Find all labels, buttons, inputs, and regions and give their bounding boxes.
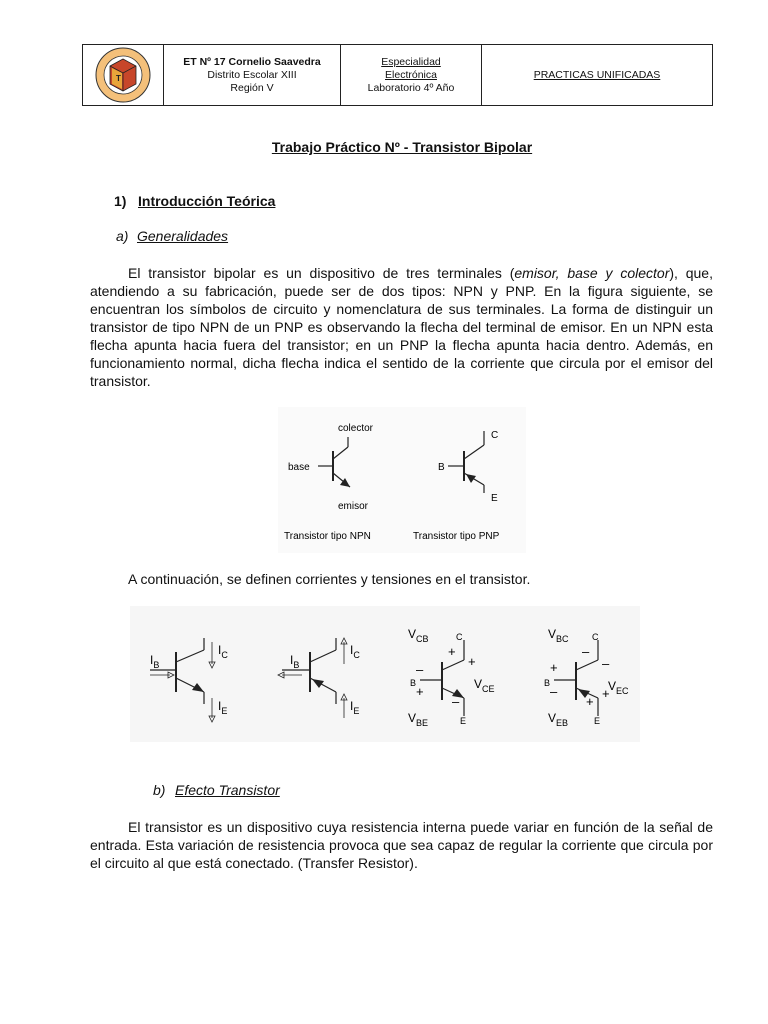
t2-ib-label: $I_B$ xyxy=(290,653,300,670)
t4-minus-right: – xyxy=(602,656,610,671)
paragraph-1-text-b: ), que, atendiendo a su fabricación, puede ser de dos tipos: NPN y PNP. En la figura siguiente, se encuentran los símbolos de circuito y nomenclatura de sus terminales. La forma de distinguir un transistor de tipo NPN de un PNP es observando la flecha del terminal de emisor. En un NPN esta flecha apunta hacia fuera del transistor; en un PNP la flecha apunta hacia dentro. Además, en funcionamiento normal, dicha flecha indica el sentido de la corriente que circula por el emisor del transistor. xyxy=(90,265,713,389)
t4-plus-bottom: + xyxy=(586,694,594,709)
section-1-number: 1) xyxy=(114,193,127,209)
subsection-b-title: Efecto Transistor xyxy=(175,782,280,798)
practicas-label: PRACTICAS UNIFICADAS xyxy=(533,68,661,81)
t3-plus-left: + xyxy=(416,684,424,699)
page-title: Trabajo Práctico Nº - Transistor Bipolar xyxy=(271,139,533,155)
subsection-b-letter: b) xyxy=(153,782,166,798)
subsection-b-heading xyxy=(153,782,280,798)
school-district: Distrito Escolar XIII xyxy=(207,68,297,81)
document-header-table xyxy=(82,44,713,106)
t3-plus-right: + xyxy=(468,654,476,669)
t4-minus-top: – xyxy=(582,644,590,659)
paragraph-1-text-a: El transistor bipolar es un dispositivo de tres terminales ( xyxy=(128,265,515,281)
t2-ie-label: $I_E$ xyxy=(350,699,360,716)
pnp-base-label: B xyxy=(438,462,445,473)
subsection-a-letter: a) xyxy=(116,228,129,244)
t3-vbe-label: $V_{BE}$ xyxy=(408,711,429,728)
svg-text:T: T xyxy=(116,74,121,83)
figure-currents-voltages xyxy=(130,606,640,742)
paragraph-currents-voltages: A continuación, se definen corrientes y tensiones en el transistor. xyxy=(128,571,531,587)
paragraph-1-italic: emisor, base y colector xyxy=(514,265,670,281)
section-1-title: Introducción Teórica xyxy=(138,193,276,209)
t1-ib-label: $I_B$ xyxy=(150,653,160,670)
npn-emitter-label: emisor xyxy=(338,501,369,512)
t3-vcb-label: $V_{CB}$ xyxy=(408,627,429,644)
t1-ie-label: $I_E$ xyxy=(218,699,228,716)
t3-vce-label: $V_{CE}$ xyxy=(474,677,495,694)
t4-plus-right: + xyxy=(602,686,610,701)
t4-vec-label: $V_{EC}$ xyxy=(608,679,629,696)
t4-c-label: C xyxy=(592,632,599,642)
npn-caption: Transistor tipo NPN xyxy=(284,531,371,542)
t1-ic-label: $I_C$ xyxy=(218,643,228,660)
t3-e-label: E xyxy=(460,716,467,726)
logo-cell xyxy=(83,45,164,105)
section-1-heading xyxy=(114,193,275,209)
t3-plus-top: + xyxy=(448,644,456,659)
school-logo xyxy=(92,46,154,104)
school-region: Región V xyxy=(230,81,274,94)
t4-e-label: E xyxy=(594,716,601,726)
npn-base-label: base xyxy=(288,462,310,473)
t3-b-label: B xyxy=(410,678,417,688)
t2-ic-label: $I_C$ xyxy=(350,643,360,660)
pnp-caption: Transistor tipo PNP xyxy=(413,531,500,542)
t4-minus-left: – xyxy=(550,684,558,699)
school-name: ET Nº 17 Cornelio Saavedra xyxy=(183,55,321,68)
school-cell xyxy=(164,45,341,105)
paragraph-efecto-transistor xyxy=(90,818,713,872)
t3-c-label: C xyxy=(456,632,463,642)
specialty-cell xyxy=(341,45,482,105)
t3-minus-left: – xyxy=(416,662,424,677)
subsection-a-heading xyxy=(116,228,228,244)
npn-collector-label: colector xyxy=(338,423,374,434)
pnp-emitter-label: E xyxy=(491,493,498,504)
pnp-collector-label: C xyxy=(491,430,499,441)
t4-veb-label: $V_{EB}$ xyxy=(548,711,569,728)
t4-b-label: B xyxy=(544,678,551,688)
subsection-a-title: Generalidades xyxy=(137,228,229,244)
figure-transistor-symbols xyxy=(278,407,526,553)
paragraph-3-text: El transistor es un dispositivo cuya resistencia interna puede variar en función de la señal de entrada. Esta variación de resistencia provoca que sea capaz de regular la corriente que circula por el circuito al que está conectado. (Transfer Resistor). xyxy=(90,819,713,871)
t3-minus-bottom: – xyxy=(452,694,460,709)
lab-year: Laboratorio 4º Año xyxy=(367,81,455,94)
specialty-label: Especialidad xyxy=(381,55,441,68)
t4-vbc-label: $V_{BC}$ xyxy=(548,627,569,644)
practicas-cell xyxy=(482,45,712,105)
paragraph-generalidades xyxy=(90,264,713,390)
specialty-value: Electrónica xyxy=(385,68,437,81)
t4-plus-left: + xyxy=(550,660,558,675)
